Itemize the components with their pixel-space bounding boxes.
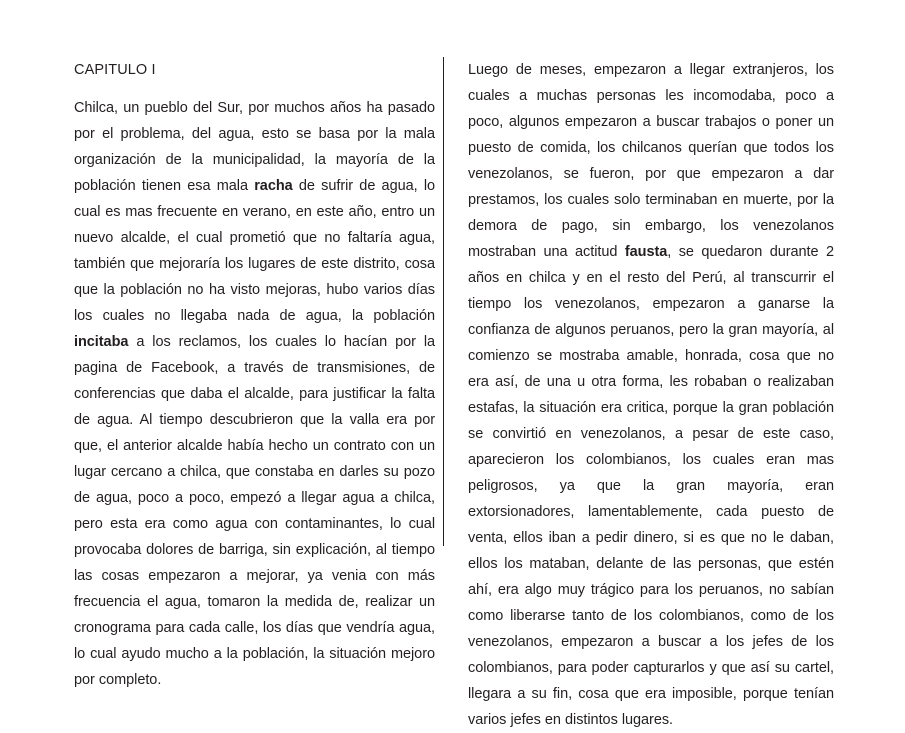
right-column bbox=[468, 57, 834, 733]
emphasis-word: racha bbox=[254, 178, 293, 194]
left-column-paragraph: Chilca, un pueblo del Sur, por muchos años ha pasado por el problema, del agua, esto se basa por la mala organización de la municipalidad, la mayoría de la población tienen esa mala racha de sufrir de agua, lo cual es mas frecuente en verano, en este año, entro un nuevo alcalde, el cual prometió que no faltaría agua, también que mejoraría los lugares de este distrito, cosa que la población no ha visto mejoras, hubo varios días los cuales no llegaba nada de agua, la población incitaba a los reclamos, los cuales lo hacían por la pagina de Facebook, a través de transmisiones, de conferencias que daba el alcalde, para justificar la falta de agua. Al tiempo descubrieron que la valla era por que, el anterior alcalde había hecho un contrato con un lugar cercano a chilca, que constaba en darles su pozo de agua, poco a poco, empezó a llegar agua a chilca, pero esta era como agua con contaminantes, lo cual provocaba dolores de barriga, sin explicación, al tiempo las cosas empezaron a mejorar, ya venia con más frecuencia el agua, tomaron la medida de, realizar un cronograma para cada calle, los días que vendría agua, lo cual ayudo mucho a la población, la situación mejoro por completo. bbox=[74, 100, 436, 688]
right-column-paragraph: Luego de meses, empezaron a llegar extranjeros, los cuales a muchas personas les incomodaba, poco a poco, algunos empezaron a buscar trabajos o poner un puesto de comida, los chilcanos querían que todos los venezolanos, se fueron, por que empezaron a dar prestamos, los cuales solo terminaban en muerte, por la demora de pago, sin embargo, los venezolanos mostraban una actitud fausta, se quedaron durante 2 años en chilca y en el resto del Perú, al transcurrir el tiempo los venezolanos, empezaron a ganarse la confianza de algunos peruanos, pero la gran mayoría, al comienzo se mostraba amable, honrada, cosa que no era así, de una u otra forma, les robaban o realizaban estafas, la situación era critica, porque la gran población se convirtió en venezolanos, a pesar de este caso, aparecieron los colombianos, los cuales eran mas peligrosos, ya que la gran mayoría, eran extorsionadores, lamentablemente, cada puesto de venta, ellos iban a pedir dinero, si es que no le daban, ellos los mataban, delante de las personas, que estén ahí, era algo muy trágico para los peruanos, no sabían como liberarse tanto de los colombianos, como de los venezolanos, empezaron a buscar a los jefes de los colombianos, para poder capturarlos y que así su cartel, llegara a su fin, cosa que era imposible, porque tenían varios jefes en distintos lugares. bbox=[468, 62, 834, 728]
emphasis-word: incitaba bbox=[74, 334, 129, 350]
emphasis-word: fausta bbox=[624, 244, 668, 260]
column-divider bbox=[443, 57, 444, 546]
chapter-heading: CAPITULO I bbox=[74, 62, 156, 78]
left-column bbox=[74, 57, 435, 693]
